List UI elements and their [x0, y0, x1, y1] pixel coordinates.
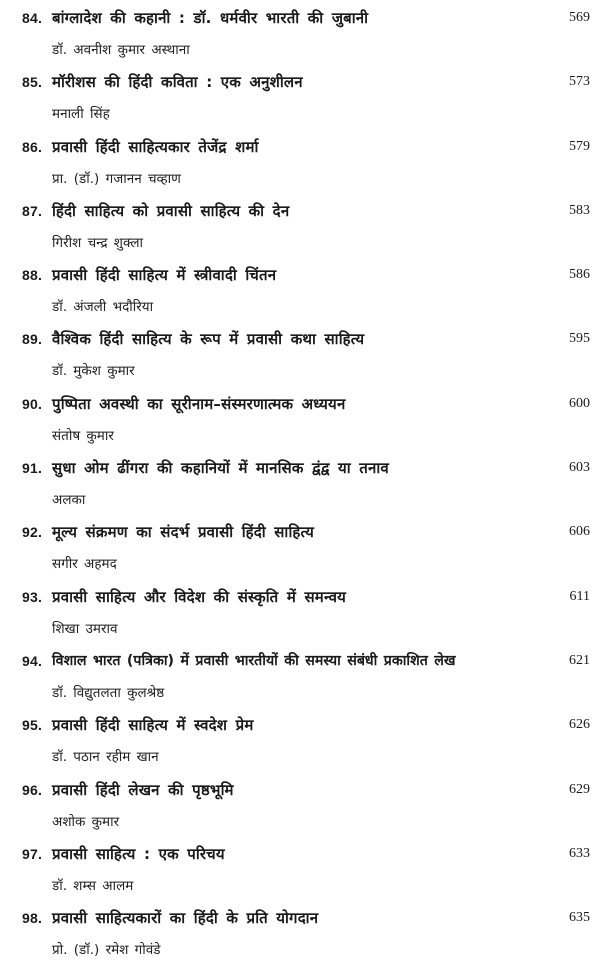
toc-title-row: [22, 839, 590, 869]
entry-title: हिंदी साहित्य को प्रवासी साहित्य की देन: [52, 201, 290, 220]
toc-title-row: [22, 132, 590, 162]
entry-number: 96.: [22, 781, 43, 798]
entry-author: मनाली सिंह: [52, 106, 110, 123]
entry-author: डॉ. शम्स आलम: [52, 877, 134, 894]
toc-entry: [0, 839, 600, 903]
entry-page-number: 583: [569, 202, 590, 218]
entry-title: बांग्लादेश की कहानी : डॉ. धर्मवीर भारती की जुबानी: [52, 9, 369, 27]
entry-author: डॉ. विद्युतलता कुलश्रेष्ठ: [52, 684, 165, 701]
entry-author: शिखा उमराव: [52, 620, 118, 637]
entry-page-number: 633: [569, 845, 590, 861]
entry-number: 84.: [22, 10, 43, 26]
entry-number: 89.: [22, 331, 43, 348]
toc-entry: [0, 453, 600, 517]
toc-title-row: [22, 389, 590, 419]
entry-number: 95.: [22, 717, 43, 734]
entry-author: गिरीश चन्द्र शुक्ला: [52, 234, 143, 251]
entry-title: प्रवासी हिंदी साहित्य में स्त्रीवादी चिंतन: [52, 266, 277, 285]
toc-entry: [0, 710, 600, 774]
entry-title: वैश्विक हिंदी साहित्य के रूप में प्रवासी कथा साहित्य: [52, 330, 365, 349]
toc-title-row: [22, 582, 590, 612]
toc-title-row: [22, 260, 590, 290]
toc-entry: [0, 582, 600, 646]
toc-entry: [0, 324, 600, 388]
entry-author: डॉ. अवनीश कुमार अस्थाना: [52, 42, 190, 58]
toc-entry: [0, 132, 600, 196]
toc-entry: [0, 517, 600, 581]
entry-number: 91.: [22, 460, 43, 477]
entry-title: मूल्य संक्रमण का संदर्भ प्रवासी हिंदी साहित्य: [52, 523, 314, 542]
toc-entry: [0, 903, 600, 967]
entry-number: 87.: [22, 202, 43, 219]
entry-author: प्रो. (डॉ.) रमेश गोवंडे: [52, 942, 161, 959]
entry-title: प्रवासी साहित्य : एक परिचय: [52, 844, 225, 863]
entry-page-number: 586: [569, 267, 590, 283]
toc-entry: [0, 775, 600, 839]
entry-number: 94.: [22, 652, 43, 669]
toc-title-row: [22, 710, 590, 740]
toc-entry: [0, 646, 600, 710]
entry-title: पुष्पिता अवस्थी का सूरीनाम–संस्मरणात्मक अध्ययन: [52, 394, 346, 413]
entry-title: प्रवासी हिंदी साहित्यकार तेजेंद्र शर्मा: [52, 137, 259, 156]
entry-author: सगीर अहमद: [52, 556, 117, 573]
entry-title: प्रवासी हिंदी लेखन की पृष्ठभूमि: [52, 780, 234, 799]
toc-entry: [0, 260, 600, 324]
entry-number: 88.: [22, 267, 43, 284]
entry-page-number: 606: [569, 524, 590, 540]
entry-number: 92.: [22, 524, 43, 541]
entry-author: डॉ. अंजली भदौरिया: [52, 299, 154, 316]
entry-number: 93.: [22, 588, 43, 605]
entry-title: प्रवासी साहित्य और विदेश की संस्कृति में समन्वय: [52, 587, 347, 606]
toc-title-row: [22, 646, 590, 676]
entry-author: प्रा. (डॉ.) गजानन चव्हाण: [52, 170, 181, 187]
toc-entry: [0, 3, 600, 67]
entry-page-number: 579: [569, 138, 590, 154]
toc-title-row: [22, 517, 590, 547]
entry-title: मॉरीशस की हिंदी कविता : एक अनुशीलन: [52, 73, 303, 92]
entry-title: विशाल भारत (पत्रिका) में प्रवासी भारतीयों की समस्या संबंधी प्रकाशित लेख: [52, 653, 456, 670]
toc-title-row: [22, 324, 590, 354]
entry-number: 85.: [22, 74, 43, 91]
entry-page-number: 611: [569, 588, 590, 604]
toc-title-row: [22, 775, 590, 805]
entry-author: अशोक कुमार: [52, 813, 120, 830]
entry-page-number: 626: [569, 717, 590, 733]
entry-page-number: 635: [569, 910, 590, 926]
entry-number: 90.: [22, 395, 43, 412]
toc-title-row: [22, 196, 590, 226]
entry-page-number: 603: [569, 460, 590, 476]
entry-author: संतोष कुमार: [52, 427, 114, 444]
entry-page-number: 629: [569, 781, 590, 797]
entry-page-number: 600: [569, 395, 590, 411]
toc-entry: [0, 67, 600, 131]
toc-title-row: [22, 453, 590, 483]
entry-title: प्रवासी साहित्यकारों का हिंदी के प्रति योगदान: [52, 909, 319, 928]
toc-entry: [0, 196, 600, 260]
toc-title-row: [22, 67, 590, 97]
entry-title: प्रवासी हिंदी साहित्य में स्वदेश प्रेम: [52, 716, 254, 735]
entry-number: 98.: [22, 910, 43, 927]
entry-title: सुधा ओम ढींगरा की कहानियों में मानसिक द्वंद्व या तनाव: [52, 459, 389, 478]
entry-author: डॉ. मुकेश कुमार: [52, 363, 135, 380]
toc-title-row: [22, 3, 590, 33]
entry-number: 86.: [22, 138, 43, 155]
entry-author: अलका: [52, 492, 86, 509]
entry-page-number: 573: [569, 74, 590, 90]
entry-page-number: 569: [569, 10, 590, 25]
entry-number: 97.: [22, 845, 43, 862]
entry-page-number: 621: [569, 652, 590, 668]
entry-author: डॉ. पठान रहीम खान: [52, 749, 159, 766]
toc-title-row: [22, 903, 590, 933]
table-of-contents: [0, 3, 600, 967]
entry-page-number: 595: [569, 331, 590, 347]
toc-entry: [0, 389, 600, 453]
